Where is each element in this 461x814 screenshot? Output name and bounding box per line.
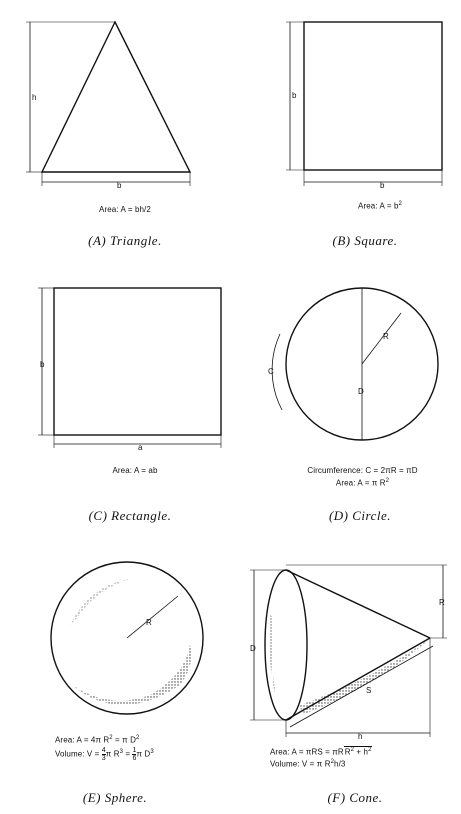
- side-label-vertical: b: [292, 91, 297, 100]
- formula-text: + h: [354, 747, 369, 757]
- formula-exponent: 2: [350, 747, 355, 753]
- height-label: h: [358, 732, 363, 741]
- caption-letter: (C): [88, 508, 108, 523]
- formula-text: π D: [136, 749, 151, 759]
- rectangle-diagram: [0, 270, 230, 470]
- circle-figure: [230, 270, 461, 530]
- sphere-shading-bottom: [72, 645, 191, 705]
- cone-area-formula: [270, 746, 450, 757]
- square-caption: [300, 233, 430, 249]
- formula-exponent: 2: [398, 201, 402, 207]
- cone-shading: [300, 640, 428, 715]
- circle-circumference-formula: Circumference: C = 2πR = πD: [307, 466, 418, 475]
- square-shape: [304, 22, 442, 170]
- rectangle-area-formula: Area: A = ab: [112, 466, 158, 475]
- sphere-figure: [0, 555, 240, 814]
- height-label: h: [32, 93, 37, 102]
- sphere-volume-formula: [55, 747, 215, 762]
- cone-volume-formula: [270, 759, 420, 769]
- caption-name: Rectangle.: [111, 508, 172, 523]
- formula-exponent: 3: [119, 748, 124, 755]
- radius-line: [362, 313, 401, 364]
- cone-base-shading: [269, 615, 276, 700]
- cone-diagram: [240, 555, 461, 745]
- formula-exponent: 2: [109, 735, 113, 741]
- caption-name: Circle.: [352, 508, 392, 523]
- caption-name: Square.: [354, 233, 398, 248]
- cone-caption: [295, 790, 415, 806]
- formula-text: Area: A = πRS = πR: [270, 747, 344, 757]
- triangle-area-formula: Area: A = bh/2: [99, 205, 151, 214]
- rectangle-figure: [0, 270, 230, 530]
- formula-text: Area: A = π R: [335, 478, 386, 488]
- fraction-denominator: 3: [101, 755, 106, 762]
- radius-label: R: [383, 332, 389, 341]
- formula-text: = π D: [112, 735, 136, 745]
- sphere-diagram: [0, 555, 240, 735]
- rectangle-caption: [55, 508, 205, 524]
- cone-figure: [240, 555, 461, 814]
- sphere-highlight-top: [70, 579, 130, 625]
- caption-letter: (D): [328, 508, 349, 523]
- caption-letter: (A): [88, 233, 107, 248]
- square-area-formula: [340, 201, 420, 211]
- formula-text: Area: A = 4π R: [55, 735, 110, 745]
- formula-exponent: 2: [135, 735, 140, 741]
- square-figure: [230, 0, 461, 260]
- triangle-caption: [55, 233, 195, 249]
- side-label-horizontal: b: [380, 181, 385, 190]
- circle-caption: [295, 508, 425, 524]
- height-label: b: [40, 360, 45, 369]
- caption-name: Sphere.: [104, 790, 148, 805]
- square-diagram: [230, 0, 461, 220]
- formula-text: h/3: [334, 759, 346, 769]
- caption-name: Cone.: [349, 790, 383, 805]
- width-label: a: [138, 443, 143, 452]
- formula-text: Volume: V =: [55, 749, 102, 759]
- formula-text: π R: [105, 749, 120, 759]
- radius-line: [127, 596, 178, 638]
- sphere-caption: [50, 790, 180, 806]
- fraction-numerator: 4: [101, 747, 106, 754]
- caption-letter: (B): [332, 233, 351, 248]
- base-label: b: [117, 181, 122, 190]
- formula-text: Area: A = b: [358, 201, 399, 211]
- triangle-diagram: [0, 0, 230, 220]
- caption-letter: (E): [82, 790, 101, 805]
- diameter-label: D: [358, 387, 364, 396]
- triangle-figure: [0, 0, 230, 260]
- radius-label: R: [439, 598, 445, 607]
- formula-text: =: [123, 749, 133, 759]
- slant-label: S: [366, 686, 372, 695]
- formula-exponent: 2: [368, 747, 372, 753]
- slant-dimension-line: [290, 646, 433, 727]
- fraction-numerator: 1: [132, 747, 137, 754]
- cone-top-slant: [286, 570, 430, 638]
- square-root: [344, 746, 372, 757]
- circle-diagram: [230, 270, 461, 470]
- diameter-label: D: [250, 644, 256, 653]
- formula-text: Volume: V = π R: [270, 759, 331, 769]
- circle-area-formula: [320, 478, 405, 488]
- caption-letter: (F): [327, 790, 346, 805]
- sphere-area-formula: [55, 735, 205, 745]
- circumference-label: C: [268, 367, 274, 376]
- formula-exponent: 2: [385, 478, 390, 484]
- caption-name: Triangle.: [110, 233, 162, 248]
- formula-text: R: [344, 747, 351, 757]
- radius-label: R: [146, 618, 152, 627]
- triangle-shape: [42, 22, 190, 172]
- formula-exponent: 2: [330, 759, 335, 765]
- formula-exponent: 3: [150, 748, 154, 755]
- rectangle-shape: [54, 288, 221, 435]
- fraction-denominator: 6: [132, 755, 137, 762]
